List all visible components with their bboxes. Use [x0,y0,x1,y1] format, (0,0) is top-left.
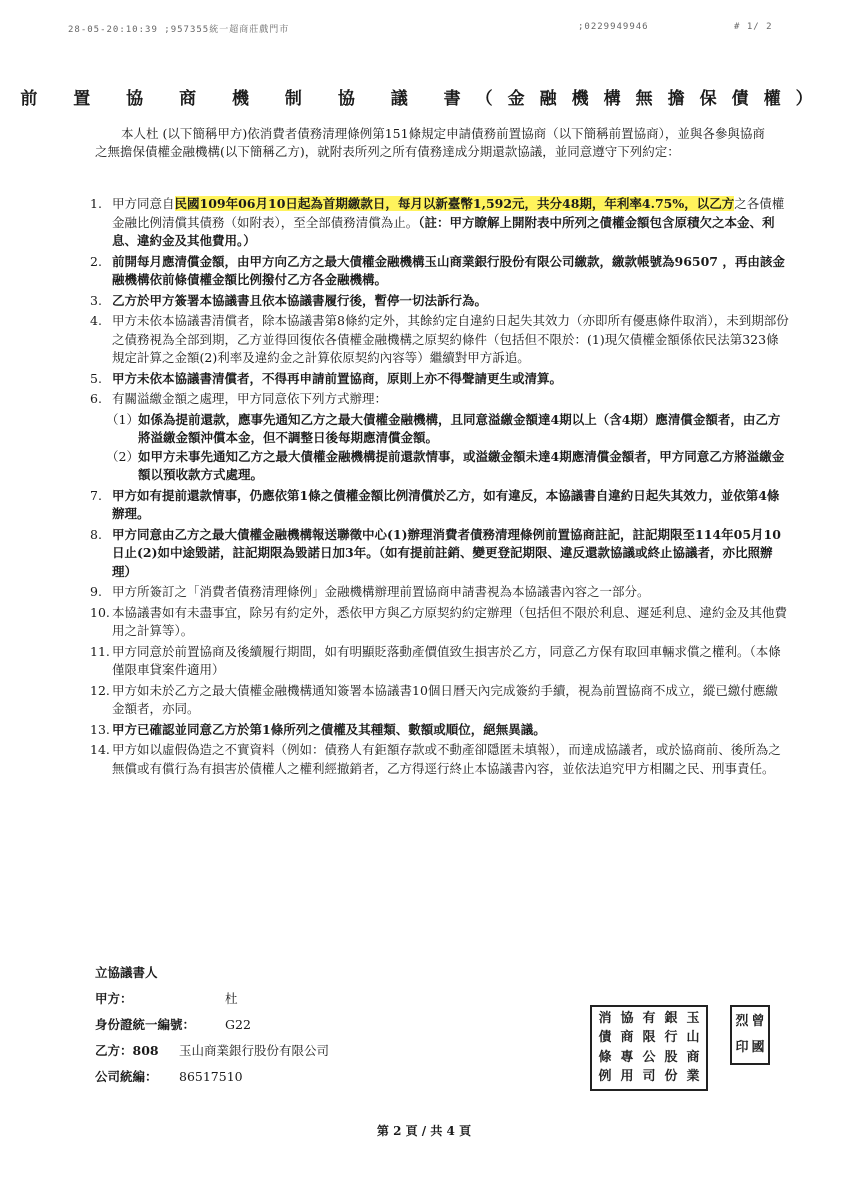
sub-text: 如甲方未事先通知乙方之最大債權金融機構提前還款情事，或溢繳金額未達4期應清償金額者，甲方同意乙方將溢繳金額以預收款方式處理。 [138,448,785,482]
fax-header-right: # 1/ 2 [734,22,773,32]
signer-block [95,960,329,1090]
intro-text: 本人杜 (以下簡稱甲方)依消費者債務清理條例第151條規定申請債務前置協商（以下簡稱前置協商），並與各參與協商之無擔保債權金融機構(以下簡稱乙方)，就附表所列之所有債務達成分期還款協議，並同意遵守下列約定： [95,126,765,159]
party-a-value: 杜 [225,991,238,1006]
personal-seal-stamp [730,1005,770,1065]
seal-char: 限 [642,1030,656,1046]
clause-number: 11. [90,643,110,659]
seal-char: 消 [598,1010,612,1026]
clause-5 [90,370,790,389]
clause-3 [90,292,790,311]
clause-text: 乙方於甲方簽署本協議書且依本協議書履行後，暫停一切法訴行為。 [112,292,488,308]
clause-6-item-1 [106,411,790,448]
clause-text: 甲方未依本協議書清償者，除本協議書第8條約定外，其餘約定自違約日起失其效力（亦即所有優惠條件取消），未到期部份之債務視為全部到期，乙方並得回復依各債權金融機構之原契約條件（包括但不限於：(1)現欠債權金額係依民法第323條規定計算之金額(2)利率及違約金之計算依原契約內容等）繼續對甲方訴追。 [112,313,789,365]
sub-number: （1） [106,411,139,427]
clause-1 [90,195,790,251]
clause-number: 7. [90,487,102,503]
signer-heading: 立協議書人 [95,965,158,980]
sub-text: 如係為提前還款，應事先通知乙方之最大債權金融機構，且同意溢繳金額達4期以上（含4期）應清償金額者，由乙方將溢繳金額沖償本金，但不調整日後每期應清償金額。 [138,411,781,445]
seal-char: 公 [642,1049,656,1065]
clause-number: 6. [90,391,102,406]
clause-text: 甲方已確認並同意乙方於第1條所列之債權及其種類、數額或順位，絕無異議。 [112,721,546,737]
seal-char: 商 [686,1049,700,1065]
clause-number: 3. [90,292,102,308]
id-value: G22 [225,1017,251,1032]
clause-7 [90,487,790,524]
clause-text: 甲方未依本協議書清償者，不得再申請前置協商，原則上亦不得聲請更生或清算。 [112,370,563,386]
clause-number: 12. [90,682,110,698]
clause-1-highlight: 民國109年06月10日起為首期繳款日，每月以新臺幣1,592元，共分48期，年利率4.75%，以乙方 [174,196,735,211]
seal-char: 條 [598,1049,612,1065]
clause-text: 本協議書如有未盡事宜，除另有約定外，悉依甲方與乙方原契約約定辦理（包括但不限於利息、遲延利息、違約金及其他費用之計算等）。 [112,604,788,638]
seal-char: 印 [735,1040,749,1055]
clause-1-post: 之各債權金融比例清償其債務（如附表），至全部債務清償為止。 [112,196,785,230]
page-number: 第 2 頁 / 共 4 頁 [376,1124,472,1138]
party-b-label: 乙方：808 [95,1043,159,1058]
seal-char: 玉 [686,1010,700,1026]
clause-text: 甲方如以虛假偽造之不實資料（例如：債務人有鉅額存款或不動產卻隱匿未填報），而達成協議者，或於協商前、後所為之無償或有償行為有損害於債權人之權利經撤銷者，乙方得逕行終止本協議書內容，並依法追究甲方相關之民、刑事責任。 [112,742,781,776]
seal-char: 債 [598,1030,612,1046]
clause-number: 14. [90,742,110,757]
seal-char: 行 [664,1030,678,1046]
seal-char: 商 [620,1030,634,1046]
clause-10 [90,604,790,641]
party-b-value: 玉山商業銀行股份有限公司 [179,1043,330,1058]
clause-2 [90,253,790,290]
clause-text: 前開每月應清償金額，由甲方向乙方之最大債權金融機構玉山商業銀行股份有限公司繳款，繳款帳號為96507 ，再由該金融機構依前條債權金額比例撥付乙方各金融機構。 [112,253,785,287]
id-label: 身份證統一編號： [95,1017,196,1032]
clause-text: 甲方同意由乙方之最大債權金融機構報送聯徵中心(1)辦理消費者債務清理條例前置協商註記，註記期限至114年05月10日止(2)如中途毀諾，註記期限為毀諾日加3年。（如有提前註銷、變更登記期限、違反還款協議或終止協議者，亦比照辦理） [112,526,781,579]
clause-8 [90,526,790,582]
clause-13 [90,721,790,740]
party-a-row [95,986,329,1012]
clause-text: 甲方如未於乙方之最大債權金融機構通知簽署本協議書10個日曆天內完成簽約手續，視為前置協商不成立，縱已繳付應繳金額者，亦同。 [112,682,778,716]
fax-header-middle: ;0229949946 [578,22,649,32]
tax-row [95,1064,329,1090]
clause-number: 10. [90,604,110,620]
document-title: 前 置 協 商 機 制 協 議 書（金融機構無擔保債權） [20,89,828,109]
intro-paragraph [95,125,775,161]
seal-char: 山 [686,1030,700,1046]
clause-number: 13. [90,721,110,737]
clause-1-pre: 甲方同意自 [112,196,175,211]
seal-char: 烈 [735,1014,749,1029]
seal-char: 用 [620,1069,634,1085]
party-b-row [95,1038,329,1064]
tax-label: 公司統編： [95,1069,158,1084]
clause-1-note: （註：甲方瞭解上開附表中所列之債權金額包含原積欠之本金、利息、違約金及其他費用。） [112,214,775,248]
clause-number: 2. [90,253,102,269]
clause-11 [90,643,790,680]
party-a-label: 甲方： [95,991,133,1006]
clause-list [90,195,790,780]
seal-char: 曾 [751,1014,765,1029]
seal-char: 股 [664,1049,678,1065]
clause-number: 4. [90,313,102,328]
clause-9 [90,583,790,602]
clause-6 [90,390,790,409]
clause-6-item-2 [106,448,790,485]
clause-number: 9. [90,584,102,599]
clause-text: 甲方同意於前置協商及後續履行期間，如有明顯貶落動產價值致生損害於乙方，同意乙方保有取回車輛求償之權利。（本條僅限車貸案件適用） [112,643,781,677]
seal-char: 有 [642,1010,656,1026]
clause-number: 5. [90,370,102,386]
clause-text: 有關溢繳金額之處理，甲方同意依下列方式辦理： [112,391,388,406]
clause-text: 甲方如有提前還款情事，仍應依第1條之債權金額比例清償於乙方，如有違反，本協議書自違約日起失其效力，並依第4條辦理。 [112,487,780,521]
seal-char: 專 [620,1049,634,1065]
clause-4 [90,312,790,368]
seal-char: 司 [642,1069,656,1085]
sub-number: （2） [106,448,139,464]
seal-char: 業 [686,1069,700,1085]
seal-char: 份 [664,1069,678,1085]
fax-header-left: 28-05-20:10:39 ;957355統一超商莊戲門市 [68,25,290,35]
clause-number: 1. [90,196,102,211]
clause-12 [90,682,790,719]
clause-number: 8. [90,526,102,542]
seal-char: 國 [751,1040,765,1055]
clause-text: 甲方所簽訂之「消費者債務清理條例」金融機構辦理前置協商申請書視為本協議書內容之一部分。 [112,584,650,599]
id-row [95,1012,329,1038]
clause-14 [90,741,790,778]
bank-seal-stamp [590,1005,708,1091]
seal-char: 例 [598,1069,612,1085]
seal-char: 銀 [664,1010,678,1026]
seal-char: 協 [620,1010,634,1026]
tax-value: 86517510 [179,1069,243,1084]
